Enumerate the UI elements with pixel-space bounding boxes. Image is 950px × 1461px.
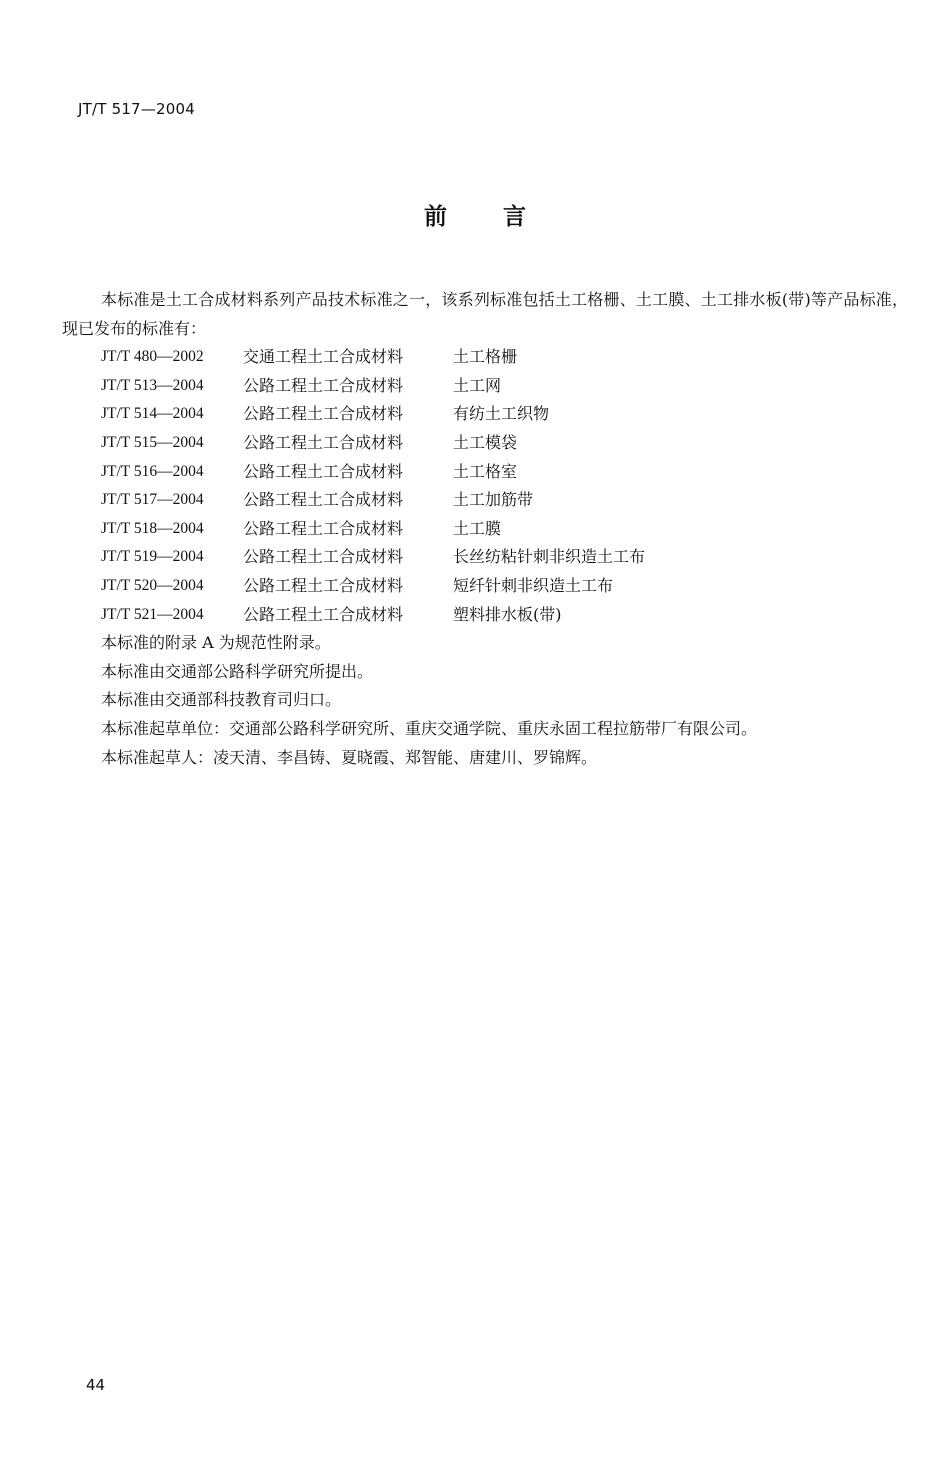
list-item <box>62 429 908 458</box>
standard-name: 土工模袋 <box>453 432 518 452</box>
list-item <box>62 572 908 601</box>
standard-name: 土工加筋带 <box>453 490 534 510</box>
standard-name: 塑料排水板(带) <box>453 604 562 624</box>
standard-category: 交通工程土工合成材料 <box>243 347 404 367</box>
standard-name: 土工格室 <box>453 461 518 481</box>
list-item <box>62 343 908 372</box>
standard-category: 公路工程土工合成材料 <box>243 432 404 452</box>
standard-category: 公路工程土工合成材料 <box>243 375 404 395</box>
standard-code: JT/T 520—2004 <box>101 576 204 594</box>
list-item <box>62 372 908 401</box>
standard-name: 有纺土工织物 <box>453 404 550 424</box>
standard-code: JT/T 515—2004 <box>101 433 204 451</box>
list-item <box>62 543 908 572</box>
standard-category: 公路工程土工合成材料 <box>243 604 404 624</box>
standard-code: JT/T 514—2004 <box>101 405 204 423</box>
standard-name: 长丝纺粘针刺非织造土工布 <box>453 547 646 567</box>
note-annex: 本标准的附录 A 为规范性附录。 <box>101 633 331 653</box>
note-administrator: 本标准由交通部科技教育司归口。 <box>101 690 342 710</box>
standard-category: 公路工程土工合成材料 <box>243 490 404 510</box>
standard-name: 土工膜 <box>453 518 502 538</box>
standard-code: JT/T 513—2004 <box>101 376 204 394</box>
note-drafting-units: 本标准起草单位：交通部公路科学研究所、重庆交通学院、重庆永固工程拉筋带厂有限公司。 <box>101 718 758 738</box>
standard-code: JT/T 516—2004 <box>101 462 204 480</box>
list-item <box>62 515 908 544</box>
note-proposer: 本标准由交通部公路科学研究所提出。 <box>101 661 374 681</box>
standard-code: JT/T 480—2002 <box>101 348 204 366</box>
standard-name: 短纤针刺非织造土工布 <box>453 575 614 595</box>
standard-category: 公路工程土工合成材料 <box>243 404 404 424</box>
standard-category: 公路工程土工合成材料 <box>243 518 404 538</box>
standard-code: JT/T 519—2004 <box>101 548 204 566</box>
standards-list <box>62 343 908 629</box>
list-item <box>62 400 908 429</box>
page-title: 前言 <box>424 204 582 230</box>
standard-category: 公路工程土工合成材料 <box>243 575 404 595</box>
standard-code: JT/T 518—2004 <box>101 519 204 537</box>
note-drafters: 本标准起草人：凌天清、李昌铸、夏晓霞、郑智能、唐建川、罗锦辉。 <box>101 747 598 767</box>
standard-code-header: JT/T 517—2004 <box>78 100 195 118</box>
list-item <box>62 486 908 515</box>
standard-category: 公路工程土工合成材料 <box>243 547 404 567</box>
intro-paragraph: 本标准是土工合成材料系列产品技术标准之一，该系列标准包括土工格栅、土工膜、土工排水板(带)等产品标准，现已发布的标准有： <box>62 290 908 338</box>
standard-code: JT/T 521—2004 <box>101 605 204 623</box>
standard-name: 土工格栅 <box>453 347 518 367</box>
document-body <box>62 286 908 772</box>
standard-category: 公路工程土工合成材料 <box>243 461 404 481</box>
list-item <box>62 601 908 630</box>
standard-code: JT/T 517—2004 <box>101 491 204 509</box>
page-number: 44 <box>86 1376 106 1394</box>
standard-name: 土工网 <box>453 375 502 395</box>
list-item <box>62 458 908 487</box>
